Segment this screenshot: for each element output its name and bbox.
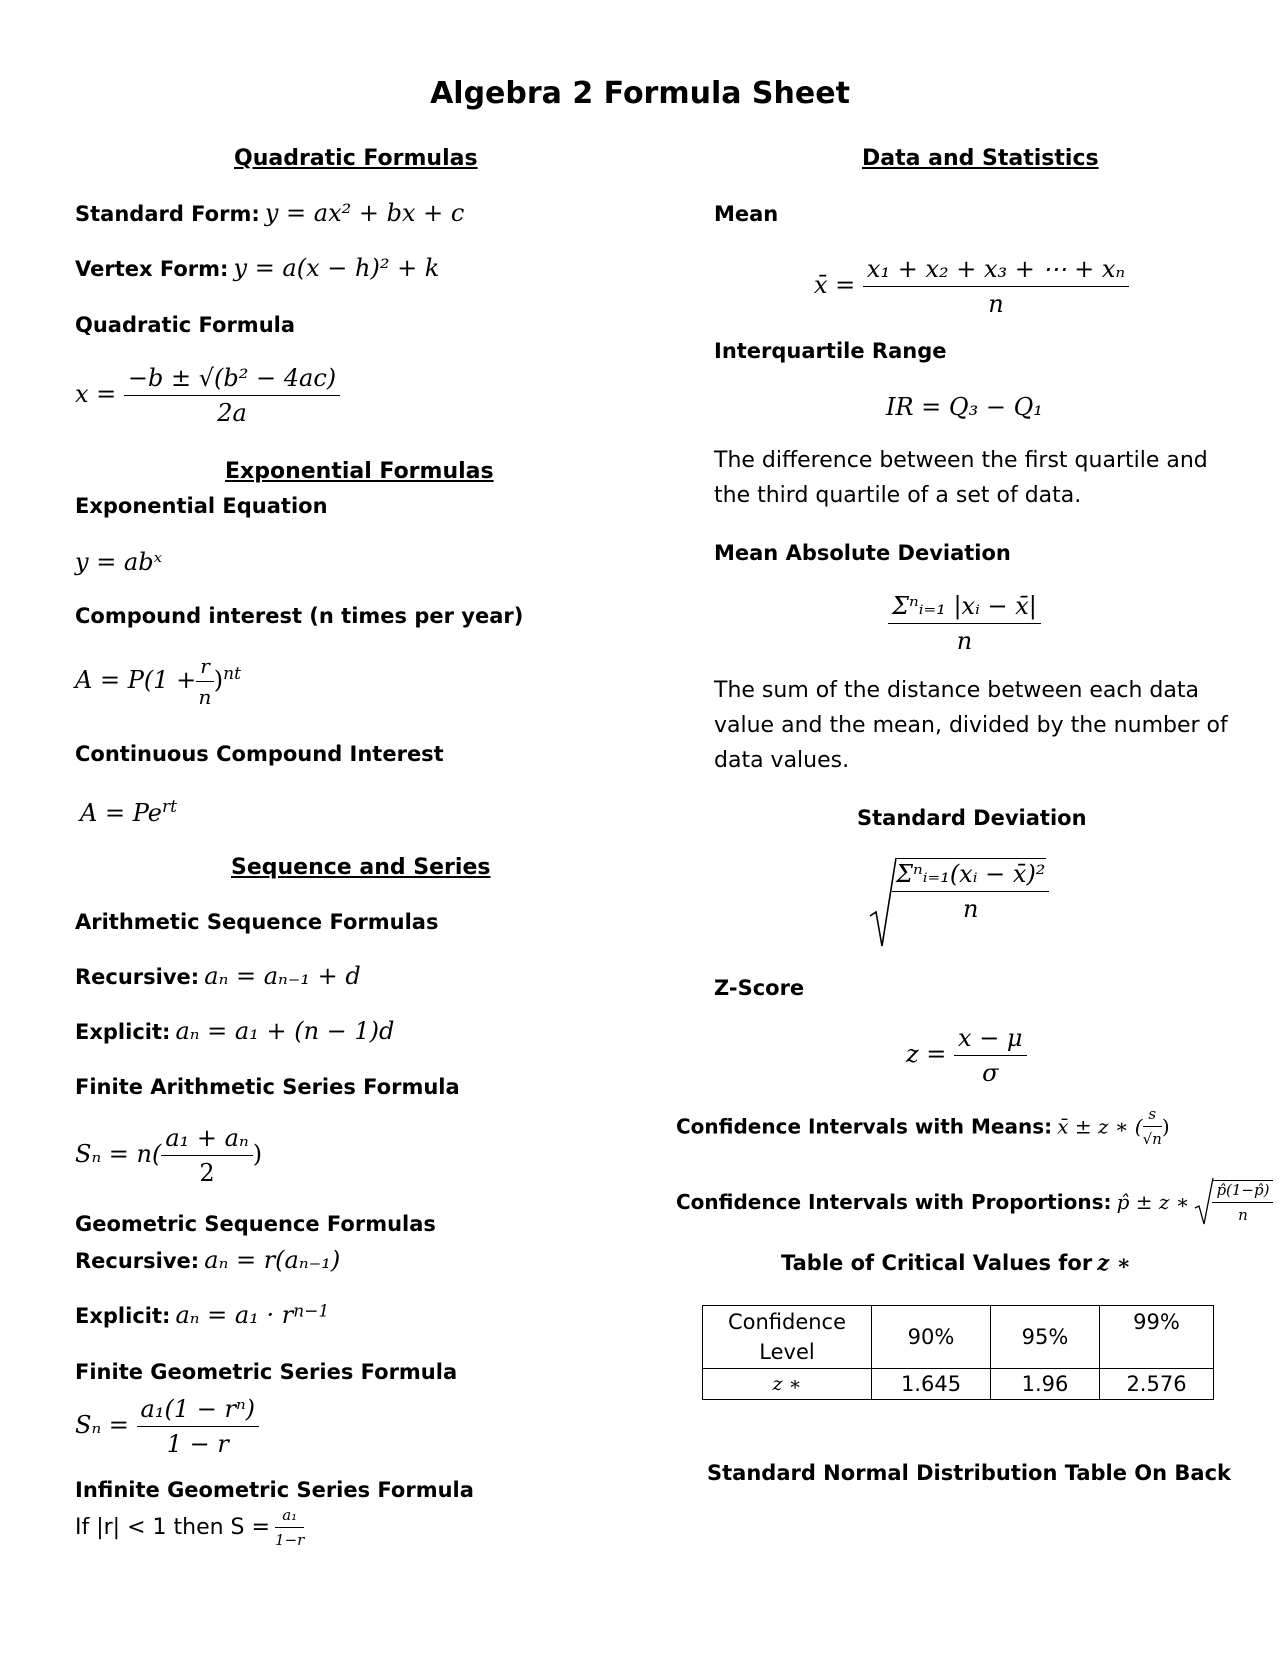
ci-proportions-label: Confidence Intervals with Proportions: [676, 1190, 1112, 1214]
table-header-line-2: Level [759, 1340, 815, 1364]
ci-proportions-root [1194, 1180, 1273, 1224]
geometric-explicit [75, 1301, 329, 1329]
sqrt-sign-icon [868, 856, 898, 948]
ci-proportions-formula: p̂ ± z ∗ [1116, 1190, 1190, 1214]
table-cell-level: 99% [1100, 1306, 1214, 1369]
finite-geometric-fraction [137, 1395, 260, 1458]
standard-form-label: Standard Form: [75, 202, 260, 226]
table-row [703, 1306, 1214, 1369]
vertex-form-formula: y = a(x − h)² + k [233, 254, 440, 282]
finite-geometric-label: Finite Geometric Series Formula [75, 1360, 458, 1384]
mad-numerator: Σⁿᵢ₌₁ |xᵢ − x̄| [888, 592, 1041, 624]
mad-description-line-3: data values. [714, 748, 850, 773]
footer-note: Standard Normal Distribution Table On Back [707, 1461, 1232, 1485]
quadratic-lhs: x = [75, 380, 117, 408]
zscore-formula [906, 1024, 1027, 1087]
compound-interest-label: Compound interest (n times per year) [75, 604, 524, 628]
sqrt-sign-small-icon [1194, 1176, 1214, 1226]
quadratic-heading: Quadratic Formulas [234, 146, 478, 171]
exponential-equation-formula: y = abˣ [75, 548, 163, 576]
quadratic-fraction [124, 364, 340, 427]
table-header-z: z ∗ [703, 1369, 872, 1400]
table-header-line-1: Confidence [727, 1310, 847, 1334]
zscore-fraction [954, 1024, 1027, 1087]
zscore-label: Z-Score [714, 976, 805, 1000]
finite-arithmetic-lhs: Sₙ = n( [75, 1140, 162, 1168]
critical-values-table [702, 1305, 1214, 1400]
arithmetic-explicit [75, 1017, 394, 1045]
infinite-geometric-denominator: 1−r [275, 1531, 305, 1549]
arithmetic-recursive [75, 962, 361, 990]
zscore-numerator: x − μ [954, 1024, 1027, 1056]
quadratic-formula-label: Quadratic Formula [75, 313, 296, 337]
ci-proportions-denominator: n [1238, 1206, 1248, 1224]
infinite-geometric-formula [75, 1506, 304, 1549]
standard-form-formula: y = ax² + bx + c [264, 199, 465, 227]
mean-formula [814, 255, 1129, 318]
mad-label: Mean Absolute Deviation [714, 541, 1011, 565]
ci-means-denominator: √n [1142, 1130, 1162, 1148]
iqr-description-line-1: The difference between the first quartile and [714, 448, 1208, 473]
arithmetic-label: Arithmetic Sequence Formulas [75, 910, 439, 934]
sd-label: Standard Deviation [857, 806, 1087, 830]
continuous-interest-label: Continuous Compound Interest [75, 742, 444, 766]
quadratic-formula [75, 364, 340, 427]
finite-arithmetic-denominator: 2 [199, 1159, 215, 1187]
sd-fraction [892, 860, 1049, 923]
compound-fraction [196, 654, 214, 709]
standard-form [75, 199, 464, 227]
finite-geometric-lhs: Sₙ = [75, 1411, 129, 1439]
iqr-description-line-2: the third quartile of a set of data. [714, 483, 1082, 508]
finite-arithmetic-formula [75, 1124, 262, 1187]
vertex-form-label: Vertex Form: [75, 257, 229, 281]
finite-arithmetic-fraction [161, 1124, 252, 1187]
continuous-base: A = Pe [80, 799, 162, 827]
finite-geometric-numerator: a₁(1 − rⁿ) [137, 1395, 260, 1427]
ci-proportions-fraction [1212, 1180, 1273, 1224]
mad-description-line-2: value and the mean, divided by the number of [714, 713, 1228, 738]
sd-denominator: n [962, 895, 979, 923]
geometric-explicit-label: Explicit: [75, 1304, 171, 1328]
page-title: Algebra 2 Formula Sheet [430, 76, 850, 111]
infinite-geometric-fraction [275, 1506, 304, 1549]
geometric-label: Geometric Sequence Formulas [75, 1212, 436, 1236]
table-cell-level: 95% [991, 1306, 1100, 1369]
continuous-exponent: rt [161, 797, 177, 817]
exponential-heading: Exponential Formulas [225, 459, 494, 484]
ci-proportions [676, 1180, 1273, 1224]
mean-denominator: n [988, 290, 1004, 318]
finite-arithmetic-label: Finite Arithmetic Series Formula [75, 1075, 460, 1099]
compound-interest-formula: A = P(1 + $\frac{r}{n}$ )$^{nt}$ [75, 654, 241, 709]
mean-label: Mean [714, 202, 779, 226]
table-cell-value: 1.645 [872, 1369, 991, 1400]
zscore-denominator: σ [982, 1059, 999, 1087]
geometric-explicit-power: n−1 [293, 1301, 330, 1322]
geometric-recursive-formula: aₙ = r(aₙ₋₁) [204, 1246, 341, 1274]
quadratic-denominator: 2a [217, 399, 247, 427]
compound-n: n [198, 685, 212, 709]
arithmetic-explicit-formula: aₙ = a₁ + (n − 1)d [175, 1017, 395, 1045]
infinite-geometric-text: If |r| < 1 then S = [75, 1515, 270, 1540]
critical-values-title-symbol: z ∗ [1097, 1250, 1132, 1275]
sequence-heading: Sequence and Series [231, 855, 491, 880]
ci-means-label: Confidence Intervals with Means: [676, 1114, 1053, 1139]
infinite-geometric-label: Infinite Geometric Series Formula [75, 1478, 474, 1502]
ci-proportions-numerator: p̂(1−p̂) [1212, 1181, 1273, 1203]
sd-numerator: Σⁿᵢ₌₁(xᵢ − x̄)² [892, 860, 1049, 892]
finite-geometric-formula [75, 1395, 259, 1458]
ci-means-numerator: s [1143, 1105, 1162, 1127]
mean-fraction [863, 255, 1129, 318]
mean-lhs: x̄ = [814, 271, 856, 299]
finite-arithmetic-numerator: a₁ + aₙ [161, 1124, 252, 1156]
finite-geometric-denominator: 1 − r [166, 1430, 229, 1458]
iqr-formula: IR = Q₃ − Q₁ [886, 393, 1043, 421]
arithmetic-recursive-label: Recursive: [75, 965, 200, 989]
table-cell-value: 1.96 [991, 1369, 1100, 1400]
geometric-explicit-formula: aₙ = a₁ · r [175, 1301, 294, 1329]
compound-exponent: nt [223, 664, 241, 684]
ci-means-fraction [1143, 1105, 1162, 1148]
compound-lhs: A = P(1 + [75, 666, 197, 694]
sd-formula [874, 860, 1049, 923]
zscore-lhs: z = [906, 1040, 947, 1068]
infinite-geometric-numerator: a₁ [275, 1506, 304, 1528]
continuous-interest-formula [80, 797, 177, 827]
vertex-form [75, 254, 439, 282]
ci-means-formula: x̄ ± z ∗ ( [1057, 1114, 1143, 1139]
mad-description-line-1: The sum of the distance between each data [714, 678, 1199, 703]
mad-formula [888, 592, 1041, 655]
sqrt-overline [896, 858, 1046, 859]
geometric-recursive-label: Recursive: [75, 1249, 200, 1273]
mad-denominator: n [956, 627, 973, 655]
iqr-label: Interquartile Range [714, 339, 947, 363]
quadratic-numerator: −b ± √(b² − 4ac) [124, 364, 340, 396]
table-row [703, 1369, 1214, 1400]
table-header-confidence [703, 1306, 872, 1369]
compound-r: r [196, 654, 214, 682]
critical-values-title-text: Table of Critical Values for [781, 1251, 1093, 1275]
ci-means [676, 1105, 1170, 1148]
finite-arithmetic-close: ) [252, 1140, 263, 1168]
arithmetic-explicit-label: Explicit: [75, 1020, 171, 1044]
table-cell-value: 2.576 [1100, 1369, 1214, 1400]
geometric-recursive [75, 1246, 340, 1274]
exponential-equation-label: Exponential Equation [75, 494, 328, 518]
arithmetic-recursive-formula: aₙ = aₙ₋₁ + d [204, 962, 361, 990]
ci-means-close: ) [1161, 1114, 1170, 1139]
table-cell-level: 90% [872, 1306, 991, 1369]
critical-values-title [781, 1250, 1131, 1275]
statistics-heading: Data and Statistics [862, 146, 1099, 171]
mad-fraction [888, 592, 1041, 655]
mean-numerator: x₁ + x₂ + x₃ + ⋯ + xₙ [863, 255, 1129, 287]
